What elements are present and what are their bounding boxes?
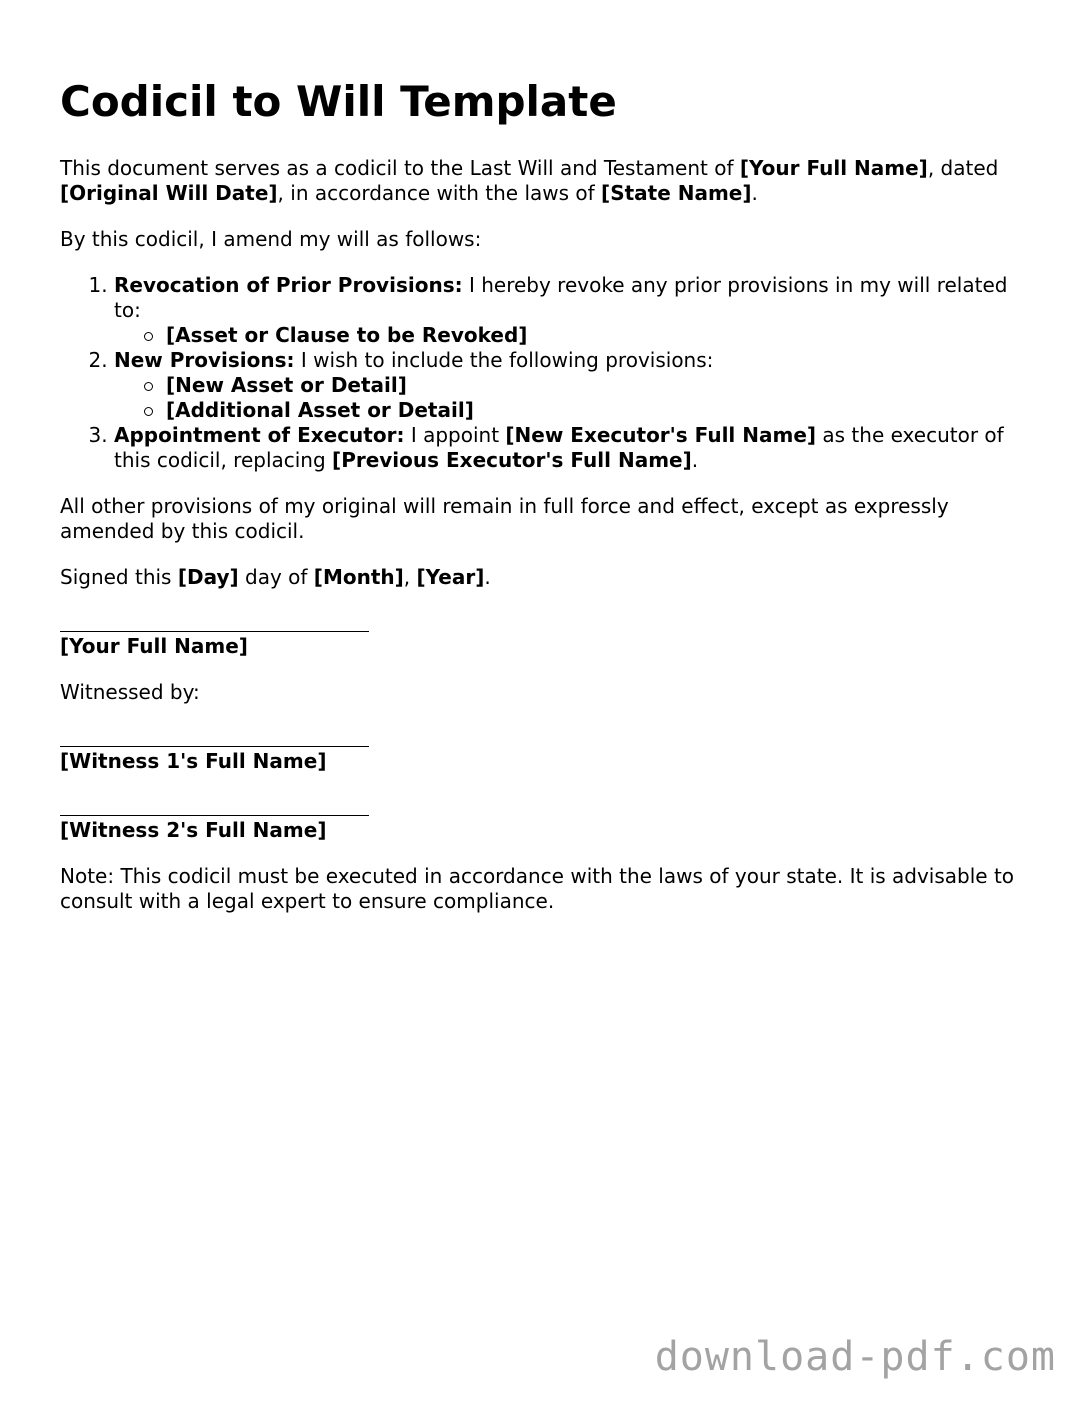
signature-line [60, 815, 369, 816]
intro-paragraph [60, 156, 1020, 206]
signed-text: day of [238, 565, 314, 589]
remain-paragraph: All other provisions of my original will remain in full force and effect, except as expressly amended by this codicil. [60, 494, 949, 543]
item-text: . [691, 448, 699, 472]
witness1-name-placeholder: [Witness 1's Full Name] [60, 749, 327, 773]
sub-item-placeholder: [New Asset or Detail] [166, 373, 407, 397]
sub-list [114, 373, 1020, 423]
item-text: I appoint [404, 423, 506, 447]
sub-list [114, 323, 1020, 348]
amend-intro: By this codicil, I amend my will as follows: [60, 227, 482, 251]
witness1-signature-block [60, 726, 1020, 774]
sub-item-placeholder: [Additional Asset or Detail] [166, 398, 474, 422]
witnessed-by-label: Witnessed by: [60, 680, 200, 704]
witness2-name-placeholder: [Witness 2's Full Name] [60, 818, 327, 842]
previous-executor-placeholder: [Previous Executor's Full Name] [332, 448, 692, 472]
signed-line [60, 565, 1020, 590]
item-text: I wish to include the following provisions: [294, 348, 714, 372]
signer-name-placeholder: [Your Full Name] [60, 634, 248, 658]
note-paragraph: Note: This codicil must be executed in accordance with the laws of your state. It is advisable to consult with a legal expert to ensure compliance. [60, 864, 1015, 913]
amendments-list [60, 273, 1020, 473]
sub-list-item [166, 373, 1020, 398]
item-label: New Provisions: [114, 348, 295, 372]
month-placeholder: [Month] [313, 565, 404, 589]
intro-text: This document serves as a codicil to the Last Will and Testament of [60, 156, 740, 180]
year-placeholder: [Year] [416, 565, 485, 589]
signed-text: . [484, 565, 491, 589]
sub-item-placeholder: [Asset or Clause to be Revoked] [166, 323, 528, 347]
witness2-signature-block [60, 795, 1020, 843]
intro-date-placeholder: [Original Will Date] [60, 181, 278, 205]
document-page [60, 76, 1020, 935]
item-label: Appointment of Executor: [114, 423, 405, 447]
intro-name-placeholder: [Your Full Name] [739, 156, 928, 180]
signature-line [60, 631, 369, 632]
signed-text: Signed this [60, 565, 178, 589]
list-item [114, 423, 1020, 473]
list-item [114, 348, 1020, 423]
new-executor-placeholder: [New Executor's Full Name] [505, 423, 817, 447]
intro-text: , in accordance with the laws of [277, 181, 602, 205]
item-label: Revocation of Prior Provisions: [114, 273, 463, 297]
intro-state-placeholder: [State Name] [601, 181, 752, 205]
page-title: Codicil to Will Template [60, 77, 617, 126]
signer-signature-block [60, 611, 1020, 659]
signed-text: , [403, 565, 417, 589]
intro-text: , dated [927, 156, 999, 180]
item-text: as the executor of this codicil, replacing [114, 423, 1004, 472]
signature-line [60, 746, 369, 747]
intro-text: . [751, 181, 758, 205]
sub-list-item [166, 323, 1020, 348]
day-placeholder: [Day] [177, 565, 239, 589]
list-item [114, 273, 1020, 348]
item-text: I hereby revoke any prior provisions in my will related to: [114, 273, 1008, 322]
sub-list-item [166, 398, 1020, 423]
watermark: download-pdf.com [654, 1334, 1056, 1380]
